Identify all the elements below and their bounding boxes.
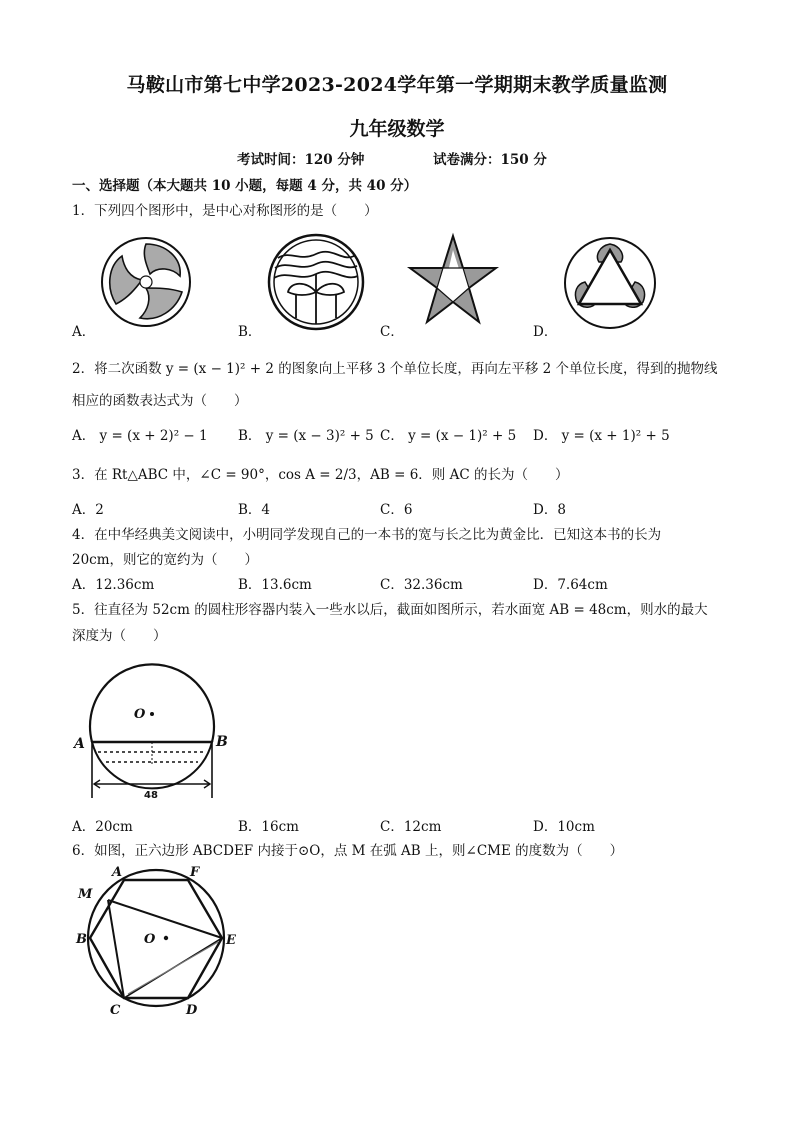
q5-option-d[interactable]: D．10cm — [533, 819, 595, 835]
section-heading: 一、选择题（本大题共 10 小题，每题 4 分，共 40 分） — [72, 178, 418, 194]
q4-stem-line1: 4．在中华经典美文阅读中，小明同学发现自己的一本书的宽与长之比为黄金比．已知这本书的长为 — [72, 527, 662, 543]
q2-option-d[interactable]: D． y = (x + 1)² + 5 — [533, 428, 670, 444]
q5-option-c[interactable]: C．12cm — [380, 819, 442, 835]
q2-option-b[interactable]: B． y = (x − 3)² + 5 — [238, 428, 374, 444]
q6-label-m: M — [78, 887, 93, 902]
q4-option-d[interactable]: D．7.64cm — [533, 577, 608, 593]
q3-option-a[interactable]: A．2 — [72, 502, 104, 518]
q5-stem-line2: 深度为（ ） — [72, 628, 167, 644]
page-title: 马鞍山市第七中学2023-2024学年第一学期期末教学质量监测 — [126, 74, 668, 96]
q2-option-c[interactable]: C． y = (x − 1)² + 5 — [380, 428, 517, 444]
q1-figure-d — [563, 236, 657, 330]
q3-option-c[interactable]: C．6 — [380, 502, 413, 518]
q5-option-a[interactable]: A．20cm — [72, 819, 133, 835]
q3-option-d[interactable]: D．8 — [533, 502, 566, 518]
q4-option-c[interactable]: C．32.36cm — [380, 577, 463, 593]
q5-label-o: O — [134, 707, 146, 722]
q4-option-b[interactable]: B．13.6cm — [238, 577, 312, 593]
q2-stem-line2: 相应的函数表达式为（ ） — [72, 393, 248, 409]
q2-option-a[interactable]: A． y = (x + 2)² − 1 — [72, 428, 208, 444]
q1-option-b[interactable]: B． — [238, 324, 262, 340]
q1-option-c[interactable]: C． — [380, 324, 404, 340]
q1-stem: 1．下列四个图形中，是中心对称图形的是（ ） — [72, 203, 378, 219]
q4-stem-line2: 20cm，则它的宽约为（ ） — [72, 552, 259, 568]
q6-label-d: D — [186, 1003, 198, 1018]
q6-label-e: E — [226, 933, 236, 948]
q4-option-a[interactable]: A．12.36cm — [72, 577, 155, 593]
q5-option-b[interactable]: B．16cm — [238, 819, 299, 835]
exam-time: 考试时间：120 分钟 — [237, 152, 365, 168]
q6-label-c: C — [110, 1003, 121, 1018]
q3-option-b[interactable]: B．4 — [238, 502, 271, 518]
q5-figure — [72, 650, 232, 808]
q1-option-a[interactable]: A． — [72, 324, 96, 340]
page-subtitle: 九年级数学 — [349, 118, 445, 140]
q6-label-o: O — [144, 932, 156, 947]
q6-label-f: F — [190, 865, 200, 880]
q6-figure — [72, 864, 242, 1020]
q6-stem: 6．如图，正六边形 ABCDEF 内接于⊙O，点 M 在弧 AB 上，则∠CME 的度数为（ ） — [72, 843, 624, 859]
q1-figure-c — [408, 232, 498, 326]
q5-label-b: B — [216, 734, 228, 750]
q5-label-a: A — [74, 736, 85, 752]
q6-label-a: A — [112, 865, 123, 880]
q5-label-width: 48 — [144, 790, 158, 801]
q1-figure-a — [100, 236, 192, 328]
q1-option-d[interactable]: D． — [533, 324, 558, 340]
q2-stem-line1: 2．将二次函数 y = (x − 1)² + 2 的图象向上平移 3 个单位长度，再向左平移 2 个单位长度，得到的抛物线 — [72, 361, 718, 377]
q1-figure-b — [266, 232, 366, 332]
q3-stem: 3．在 Rt△ABC 中，∠C = 90°，cos A = 2/3，AB = 6．则 AC 的长为（ ） — [72, 467, 569, 483]
exam-score: 试卷满分：150 分 — [433, 152, 547, 168]
q6-label-b: B — [76, 932, 87, 947]
q5-stem-line1: 5．往直径为 52cm 的圆柱形容器内装入一些水以后，截面如图所示，若水面宽 AB = 48cm，则水的最大 — [72, 602, 708, 618]
